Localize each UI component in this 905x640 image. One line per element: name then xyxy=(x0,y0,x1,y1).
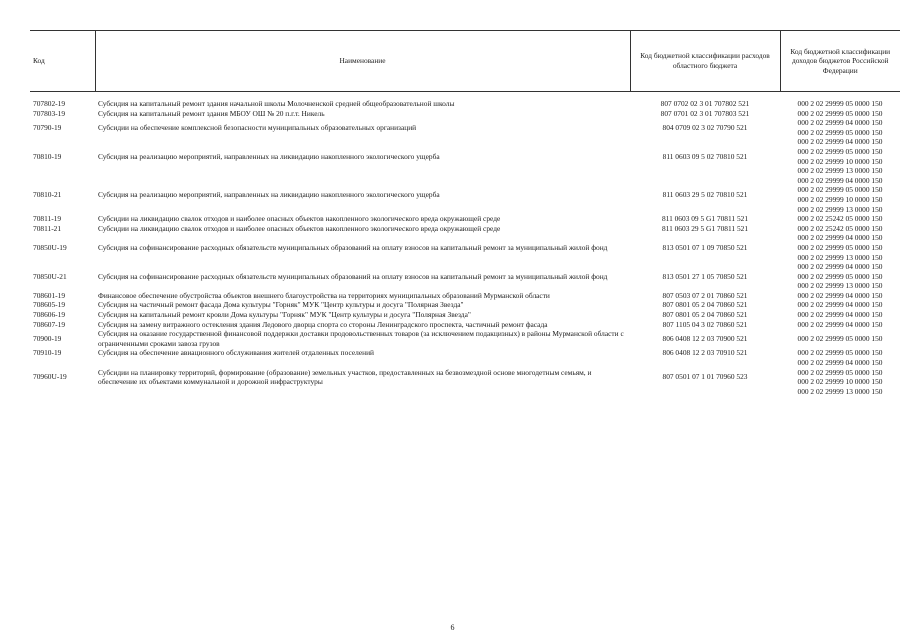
income-code: 000 2 02 29999 05 0000 150 xyxy=(797,348,883,358)
row-code: 70850U-21 xyxy=(33,271,67,281)
row-expense-code: 813 0501 07 1 09 70850 521 xyxy=(662,242,748,252)
row-income-codes xyxy=(780,262,900,291)
income-code: 000 2 02 29999 10 0000 150 xyxy=(797,156,883,166)
row-income-codes xyxy=(780,109,900,119)
row-expense-code: 807 0801 05 2 04 70860 521 xyxy=(662,310,748,320)
row-code: 708607-19 xyxy=(33,319,66,329)
income-code: 000 2 02 29999 05 0000 150 xyxy=(797,108,883,118)
income-code: 000 2 02 25242 05 0000 150 xyxy=(797,214,883,224)
income-code: 000 2 02 29999 13 0000 150 xyxy=(797,252,883,262)
income-code: 000 2 02 29999 05 0000 150 xyxy=(797,146,883,156)
income-code: 000 2 02 29999 04 0000 150 xyxy=(797,310,883,320)
row-name: Субсидия на капитальный ремонт кровли Дома культуры "Горняк" МУК "Центр культуры и досуга "Полярная Звезда" xyxy=(98,310,471,320)
row-income-codes xyxy=(780,291,900,301)
row-name: Субсидия на софинансирование расходных обязательств муниципальных образований на оплату взносов на капитальный ремонт за муниципальный жилой фонд xyxy=(98,242,608,252)
row-income-codes xyxy=(780,118,900,137)
table-row xyxy=(30,262,900,291)
row-expense-code: 811 0603 09 5 02 70810 521 xyxy=(662,151,748,161)
table-row xyxy=(30,109,900,119)
row-expense-code: 813 0501 27 1 05 70850 521 xyxy=(662,271,748,281)
table-row xyxy=(30,300,900,310)
income-code: 000 2 02 29999 05 0000 150 xyxy=(797,367,883,377)
table-row xyxy=(30,224,900,234)
income-code: 000 2 02 29999 13 0000 150 xyxy=(797,204,883,214)
row-code: 70850U-19 xyxy=(33,242,67,252)
row-code: 708601-19 xyxy=(33,290,66,300)
income-code: 000 2 02 29999 04 0000 150 xyxy=(797,358,883,368)
row-name: Субсидия на оказание государственной финансовой поддержки доставки продовольственных товаров (за исключением подакцизных) в районы Мурманской области с ограниченными сроками завоза грузов xyxy=(98,329,624,348)
page-number: 6 xyxy=(450,623,455,632)
income-code: 000 2 02 29999 13 0000 150 xyxy=(797,166,883,176)
table-row xyxy=(30,233,900,262)
income-code: 000 2 02 29999 05 0000 150 xyxy=(797,242,883,252)
table-row xyxy=(30,176,900,214)
table-row xyxy=(30,92,900,109)
row-expense-code: 807 0503 07 2 01 70860 521 xyxy=(662,290,748,300)
row-income-codes xyxy=(780,224,900,234)
income-code: 000 2 02 29999 05 0000 150 xyxy=(797,271,883,281)
budget-table xyxy=(30,30,900,396)
row-expense-code: 806 0408 12 2 03 70900 521 xyxy=(662,334,748,344)
row-income-codes xyxy=(780,329,900,348)
row-income-codes xyxy=(780,358,900,396)
row-code: 707802-19 xyxy=(33,99,66,108)
income-code: 000 2 02 29999 13 0000 150 xyxy=(797,281,883,291)
header-expense-code: Код бюджетной классификации расходов областного бюджета xyxy=(630,31,780,92)
row-expense-code: 811 0603 29 5 02 70810 521 xyxy=(662,190,748,200)
row-name: Субсидии на ликвидацию свалок отходов и наиболее опасных объектов накопленного экологического вреда окружающей среде xyxy=(98,223,501,233)
row-code: 708606-19 xyxy=(33,310,66,320)
row-name: Субсидия на реализацию мероприятий, направленных на ликвидацию накопленного экологического ущерба xyxy=(98,190,440,200)
row-expense-code: 807 0801 05 2 04 70860 521 xyxy=(662,300,748,310)
income-code: 000 2 02 29999 05 0000 150 xyxy=(797,99,883,108)
row-name: Субсидия на замену витражного остекления здания Ледового дворца спорта со стороны Ленинградского проспекта, частичный ремонт фасада xyxy=(98,319,548,329)
row-name: Субсидия на софинансирование расходных обязательств муниципальных образований на оплату взносов на капитальный ремонт за муниципальный жилой фонд xyxy=(98,271,608,281)
income-code: 000 2 02 25242 05 0000 150 xyxy=(797,223,883,233)
row-expense-code: 807 0701 02 3 01 707803 521 xyxy=(660,108,750,118)
income-code: 000 2 02 29999 04 0000 150 xyxy=(797,137,883,147)
income-code: 000 2 02 29999 04 0000 150 xyxy=(797,319,883,329)
row-name: Субсидия на капитальный ремонт здания МБОУ ОШ № 20 п.г.т. Никель xyxy=(98,108,325,118)
row-name: Финансовое обеспечение обустройства объектов внешнего благоустройства на территориях муниципальных образований Мурманской области xyxy=(98,290,550,300)
table-row xyxy=(30,329,900,348)
row-name: Субсидии на планировку территорий, формирование (образование) земельных участков, предоставленных на безвозмездной основе многодетным семьям, и обеспечение их объектами коммунальной и дорожной инфраструктуры xyxy=(98,367,592,387)
row-code: 70811-21 xyxy=(33,223,62,233)
row-name: Субсидия на капитальный ремонт здания начальной школы Молочненской средней общеобразовательной школы xyxy=(98,99,455,108)
income-code: 000 2 02 29999 04 0000 150 xyxy=(797,175,883,185)
table-header-row xyxy=(30,31,900,92)
row-expense-code: 806 0408 12 2 03 70910 521 xyxy=(662,348,748,358)
row-income-codes xyxy=(780,310,900,320)
row-expense-code: 811 0603 09 5 G1 70811 521 xyxy=(661,214,749,224)
income-code: 000 2 02 29999 10 0000 150 xyxy=(797,377,883,387)
row-income-codes xyxy=(780,320,900,330)
row-code: 70910-19 xyxy=(33,348,62,358)
row-code: 70960U-19 xyxy=(33,372,67,382)
table-row xyxy=(30,348,900,358)
header-income-code: Код бюджетной классификации доходов бюджетов Российской Федерации xyxy=(780,31,900,92)
header-code: Код xyxy=(30,31,95,92)
row-income-codes xyxy=(780,300,900,310)
row-income-codes xyxy=(780,137,900,175)
table-row xyxy=(30,118,900,137)
row-income-codes xyxy=(780,176,900,214)
income-code: 000 2 02 29999 04 0000 150 xyxy=(797,290,883,300)
row-name: Субсидии на обеспечение комплексной безопасности муниципальных образовательных организаций xyxy=(98,122,417,132)
income-code: 000 2 02 29999 05 0000 150 xyxy=(797,127,883,137)
row-code: 708605-19 xyxy=(33,300,66,310)
row-income-codes xyxy=(780,233,900,262)
table-row xyxy=(30,214,900,224)
row-code: 70900-19 xyxy=(33,334,62,344)
income-code: 000 2 02 29999 13 0000 150 xyxy=(797,386,883,396)
row-income-codes xyxy=(780,348,900,358)
table-row xyxy=(30,291,900,301)
row-code: 70810-21 xyxy=(33,190,62,200)
row-name: Субсидии на ликвидацию свалок отходов и наиболее опасных объектов накопленного экологического вреда окружающей среде xyxy=(98,214,501,224)
income-code: 000 2 02 29999 10 0000 150 xyxy=(797,194,883,204)
row-income-codes xyxy=(780,214,900,224)
row-expense-code: 807 0501 07 1 01 70960 523 xyxy=(662,372,748,382)
row-code: 70810-19 xyxy=(33,151,62,161)
table-row xyxy=(30,310,900,320)
header-name: Наименование xyxy=(95,31,630,92)
income-code: 000 2 02 29999 05 0000 150 xyxy=(797,185,883,195)
row-income-codes xyxy=(780,92,900,109)
table-row xyxy=(30,320,900,330)
income-code: 000 2 02 29999 04 0000 150 xyxy=(797,118,883,128)
table-row xyxy=(30,358,900,396)
income-code: 000 2 02 29999 05 0000 150 xyxy=(797,334,883,344)
income-code: 000 2 02 29999 04 0000 150 xyxy=(797,262,883,272)
income-code: 000 2 02 29999 04 0000 150 xyxy=(797,233,883,243)
table-body xyxy=(30,92,900,397)
row-name: Субсидия на обеспечение авиационного обслуживания жителей отдаленных поселений xyxy=(98,348,374,358)
row-expense-code: 807 0702 02 3 01 707802 521 xyxy=(660,99,750,108)
row-code: 70790-19 xyxy=(33,122,62,132)
row-expense-code: 811 0603 29 5 G1 70811 521 xyxy=(661,223,749,233)
row-name: Субсидия на реализацию мероприятий, направленных на ликвидацию накопленного экологического ущерба xyxy=(98,151,440,161)
row-code: 707803-19 xyxy=(33,108,66,118)
row-expense-code: 804 0709 02 3 02 70790 521 xyxy=(662,122,748,132)
row-expense-code: 807 1105 04 3 02 70860 521 xyxy=(662,319,748,329)
row-name: Субсидия на частичный ремонт фасада Дома культуры "Горняк" МУК "Центр культуры и досуга "Полярная Звезда" xyxy=(98,300,464,310)
row-code: 70811-19 xyxy=(33,214,62,224)
table-row xyxy=(30,137,900,175)
income-code: 000 2 02 29999 04 0000 150 xyxy=(797,300,883,310)
